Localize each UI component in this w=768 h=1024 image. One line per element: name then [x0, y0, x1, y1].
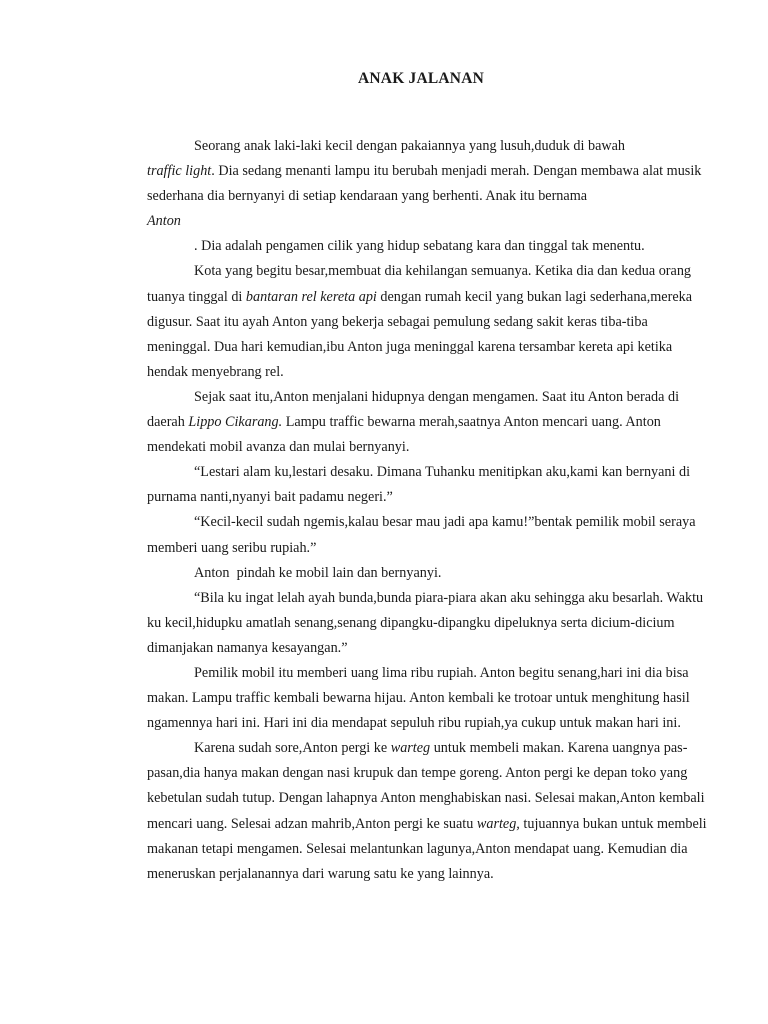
paragraph-segment: Lampu traffic bewarna merah,saatnya Anton mencari uang. Anton mendekati mobil avanza dan mulai bernyanyi. — [147, 414, 661, 456]
paragraph-segment: Seorang anak laki-laki kecil dengan pakaiannya yang lusuh,duduk di bawah — [194, 138, 626, 154]
paragraph-7 — [147, 561, 707, 586]
paragraph-8 — [147, 586, 707, 661]
paragraph-4 — [147, 385, 707, 460]
paragraph-10 — [147, 736, 707, 887]
paragraph-segment: . Dia sedang menanti lampu itu berubah menjadi merah. Dengan membawa alat musik sederhana dia bernyanyi di setiap kendaraan yang berhenti. Anak itu bernama — [147, 163, 702, 205]
paragraph-2 — [147, 234, 707, 259]
document-body — [147, 134, 707, 887]
paragraph-segment: . Dia adalah pengamen cilik yang hidup sebatang kara dan tinggal tak menentu. — [194, 238, 645, 255]
paragraph-segment: Anton pindah ke mobil lain dan bernyanyi. — [194, 564, 442, 581]
paragraph-segment-italic: bantaran rel kereta api — [245, 288, 377, 305]
paragraph-segment: untuk membeli makan. Karena uangnya pas-pasan,dia hanya makan dengan nasi krupuk dan tempe goreng. Anton pergi ke depan toko yang kebetulan sudah tutup. Dengan lahapnya Anton menghabiskan nasi. Selesai makan,Anton kembali mencari uang. Selesai adzan mahrib,Anton pergi ke suatu — [147, 740, 705, 832]
paragraph-segment-italic: traffic light — [147, 163, 212, 180]
paragraph-3 — [147, 259, 707, 384]
paragraph-6 — [147, 510, 707, 560]
paragraph-segment: “Lestari alam ku,lestari desaku. Dimana Tuhanku menitipkan aku,kami kan bernyani di purnama nanti,nyanyi bait padamu negeri.” — [147, 464, 691, 506]
paragraph-segment: “Kecil-kecil sudah ngemis,kalau besar mau jadi apa kamu!”bentak pemilik mobil seraya memberi uang seribu rupiah.” — [147, 514, 696, 556]
paragraph-segment: Sejak saat itu,Anton menjalani hidupnya dengan mengamen. Saat itu Anton berada di daerah — [147, 388, 680, 431]
paragraph-segment-italic: warteg, — [476, 815, 520, 832]
paragraph-9 — [147, 661, 707, 736]
paragraph-segment: Kota yang begitu besar,membuat dia kehilangan semuanya. Ketika dia dan kedua orang tuanya tinggal di — [147, 263, 692, 305]
paragraph-5 — [147, 460, 707, 510]
paragraph-segment: “Bila ku ingat lelah ayah bunda,bunda piara-piara akan aku sehingga aku besarlah. Waktu ku kecil,hidupku amatlah senang,senang dipangku-dipangku dipeluknya serta dicium-dicium dimanjakan namanya kesayangan.” — [147, 589, 704, 656]
paragraph-segment-italic: Lippo Cikarang. — [188, 414, 283, 431]
paragraph-segment: Karena sudah sore,Anton pergi ke — [194, 740, 391, 757]
paragraph-segment-italic: Anton — [147, 213, 181, 230]
paragraph-segment: dengan rumah kecil yang bukan lagi sederhana,mereka digusur. Saat itu ayah Anton yang bekerja sebagai pemulung sedang sakit keras tiba-tiba meninggal. Dua hari kemudian,ibu Anton juga meninggal karena tersambar kereta api ketika hendak menyebrang rel. — [147, 288, 693, 380]
document-title: ANAK JALANAN — [358, 70, 484, 87]
paragraph-1 — [147, 134, 707, 234]
paragraph-segment: Pemilik mobil itu memberi uang lima ribu rupiah. Anton begitu senang,hari ini dia bisa makan. Lampu traffic kembali bewarna hijau. Anton kembali ke trotoar untuk menghitung hasil ngamennya hari ini. Hari ini dia mendapat sepuluh ribu rupiah,ya cukup untuk makan hari ini. — [147, 664, 690, 732]
paragraph-segment-italic: warteg — [390, 740, 431, 757]
paragraph-segment: tujuannya bukan untuk membeli makanan tetapi mengamen. Selesai melantunkan lagunya,Anton mendapat uang. Kemudian dia meneruskan perjalanannya dari warung satu ke yang lainnya. — [147, 815, 707, 882]
